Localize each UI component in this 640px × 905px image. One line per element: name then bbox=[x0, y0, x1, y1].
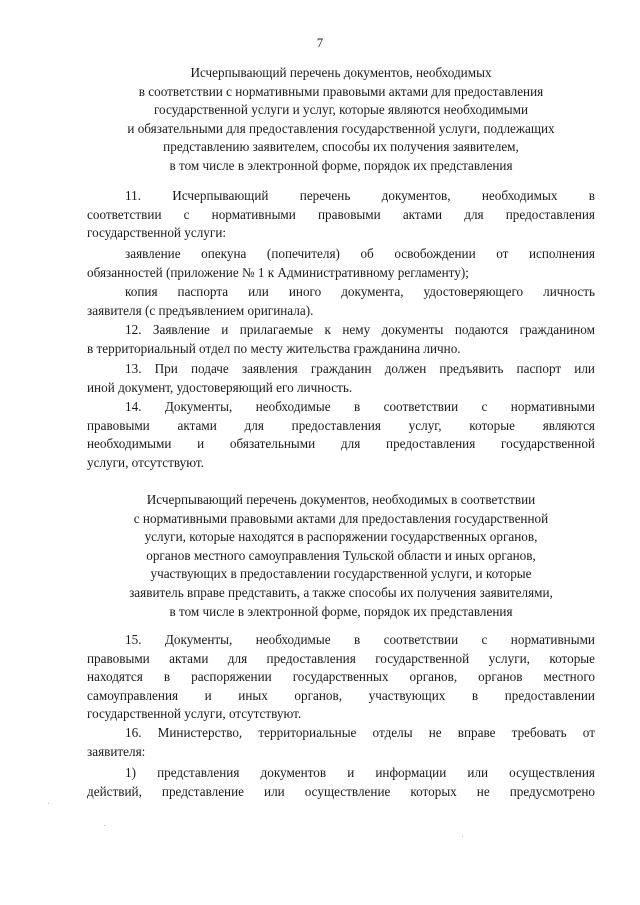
paragraph-line: 1) представления документов и информации или осуществления bbox=[125, 765, 595, 780]
paragraph-line: обязанностей (приложение № 1 к Административному регламенту); bbox=[87, 264, 469, 280]
paragraph-line: заявление опекуна (попечителя) об освобождении от исполнения bbox=[125, 246, 595, 261]
heading-line: в том числе в электронной форме, порядок их представления bbox=[169, 157, 513, 173]
paragraph-line: 16. Министерство, территориальные отделы не вправе требовать от bbox=[125, 725, 595, 740]
heading-line: заявитель вправе представить, а также способы их получения заявителями, bbox=[129, 584, 553, 600]
paragraph-line: необходимыми и обязательными для предоставления государственной bbox=[87, 436, 595, 452]
paragraph-line: 14. Документы, необходимые в соответствии с нормативными bbox=[125, 399, 595, 414]
paragraph-line: услуги, отсутствуют. bbox=[87, 454, 204, 470]
paragraph-line: заявителя: bbox=[87, 743, 146, 759]
heading-line: услуги, которые находятся в распоряжении государственных органов, bbox=[144, 529, 538, 545]
section-heading-2 bbox=[86, 491, 596, 621]
paragraph-12 bbox=[87, 321, 595, 358]
paragraph-13 bbox=[87, 360, 595, 397]
paragraph-line: находятся в распоряжении государственных органов, органов местного bbox=[87, 669, 595, 685]
paragraph-15 bbox=[87, 631, 595, 724]
heading-line: в соответствии с нормативными правовыми актами для предоставления bbox=[138, 83, 544, 99]
paragraph-line: 11. Исчерпывающий перечень документов, необходимых в bbox=[125, 188, 595, 203]
paragraph-line: государственной услуги, отсутствуют. bbox=[87, 706, 302, 722]
paragraph-line: соответствии с нормативными правовыми актами для предоставления bbox=[87, 206, 595, 222]
paragraph-16-item-1 bbox=[87, 764, 595, 801]
paragraph-11 bbox=[87, 187, 595, 243]
heading-line: органов местного самоуправления Тульской области и иных органов, bbox=[146, 547, 536, 563]
heading-line: и обязательными для предоставления государственной услуги, подлежащих bbox=[127, 120, 555, 136]
paragraph-line: правовыми актами для предоставления услуг, которые являются bbox=[87, 417, 595, 433]
paragraph-11-item-passport bbox=[87, 283, 595, 320]
paragraph-line: 15. Документы, необходимые в соответствии с нормативными bbox=[125, 632, 595, 647]
paragraph-line: действий, представление или осуществление которых не предусмотрено bbox=[87, 783, 595, 799]
page-number: 7 bbox=[316, 36, 324, 50]
paragraph-line: копия паспорта или иного документа, удостоверяющего личность bbox=[125, 284, 595, 299]
scan-artifact bbox=[104, 825, 105, 826]
heading-line: государственной услуги и услуг, которые являются необходимыми bbox=[153, 102, 529, 118]
paragraph-line: самоуправления и иных органов, участвующих в предоставлении bbox=[87, 687, 595, 703]
heading-line: представлению заявителем, способы их получения заявителем, bbox=[163, 139, 519, 155]
paragraph-14 bbox=[87, 398, 595, 472]
paragraph-line: заявителя (с предъявлением оригинала). bbox=[87, 302, 314, 318]
paragraph-line: правовыми актами для предоставления государственной услуги, которые bbox=[87, 650, 595, 666]
scan-artifact bbox=[48, 803, 49, 804]
heading-line: участвующих в предоставлении государственной услуги, и которые bbox=[150, 566, 532, 582]
paragraph-line: 12. Заявление и прилагаемые к нему документы подаются гражданином bbox=[125, 322, 595, 337]
scan-artifact bbox=[462, 836, 463, 837]
paragraph-line: государственной услуги: bbox=[87, 225, 227, 241]
heading-line: Исчерпывающий перечень документов, необходимых в соответствии bbox=[146, 492, 536, 507]
paragraph-11-item-application bbox=[87, 245, 595, 282]
heading-line: в том числе в электронной форме, порядок их представления bbox=[169, 603, 513, 619]
paragraph-line: в территориальный отдел по месту жительства гражданина лично. bbox=[87, 340, 461, 356]
heading-line: Исчерпывающий перечень документов, необходимых bbox=[190, 65, 492, 80]
paragraph-line: 13. При подаче заявления гражданин должен предъявить паспорт или bbox=[125, 361, 595, 376]
paragraph-16 bbox=[87, 724, 595, 761]
heading-line: с нормативными правовыми актами для предоставления государственной bbox=[133, 510, 549, 526]
paragraph-line: иной документ, удостоверяющий его личность. bbox=[87, 379, 353, 395]
section-heading-1 bbox=[86, 64, 596, 176]
